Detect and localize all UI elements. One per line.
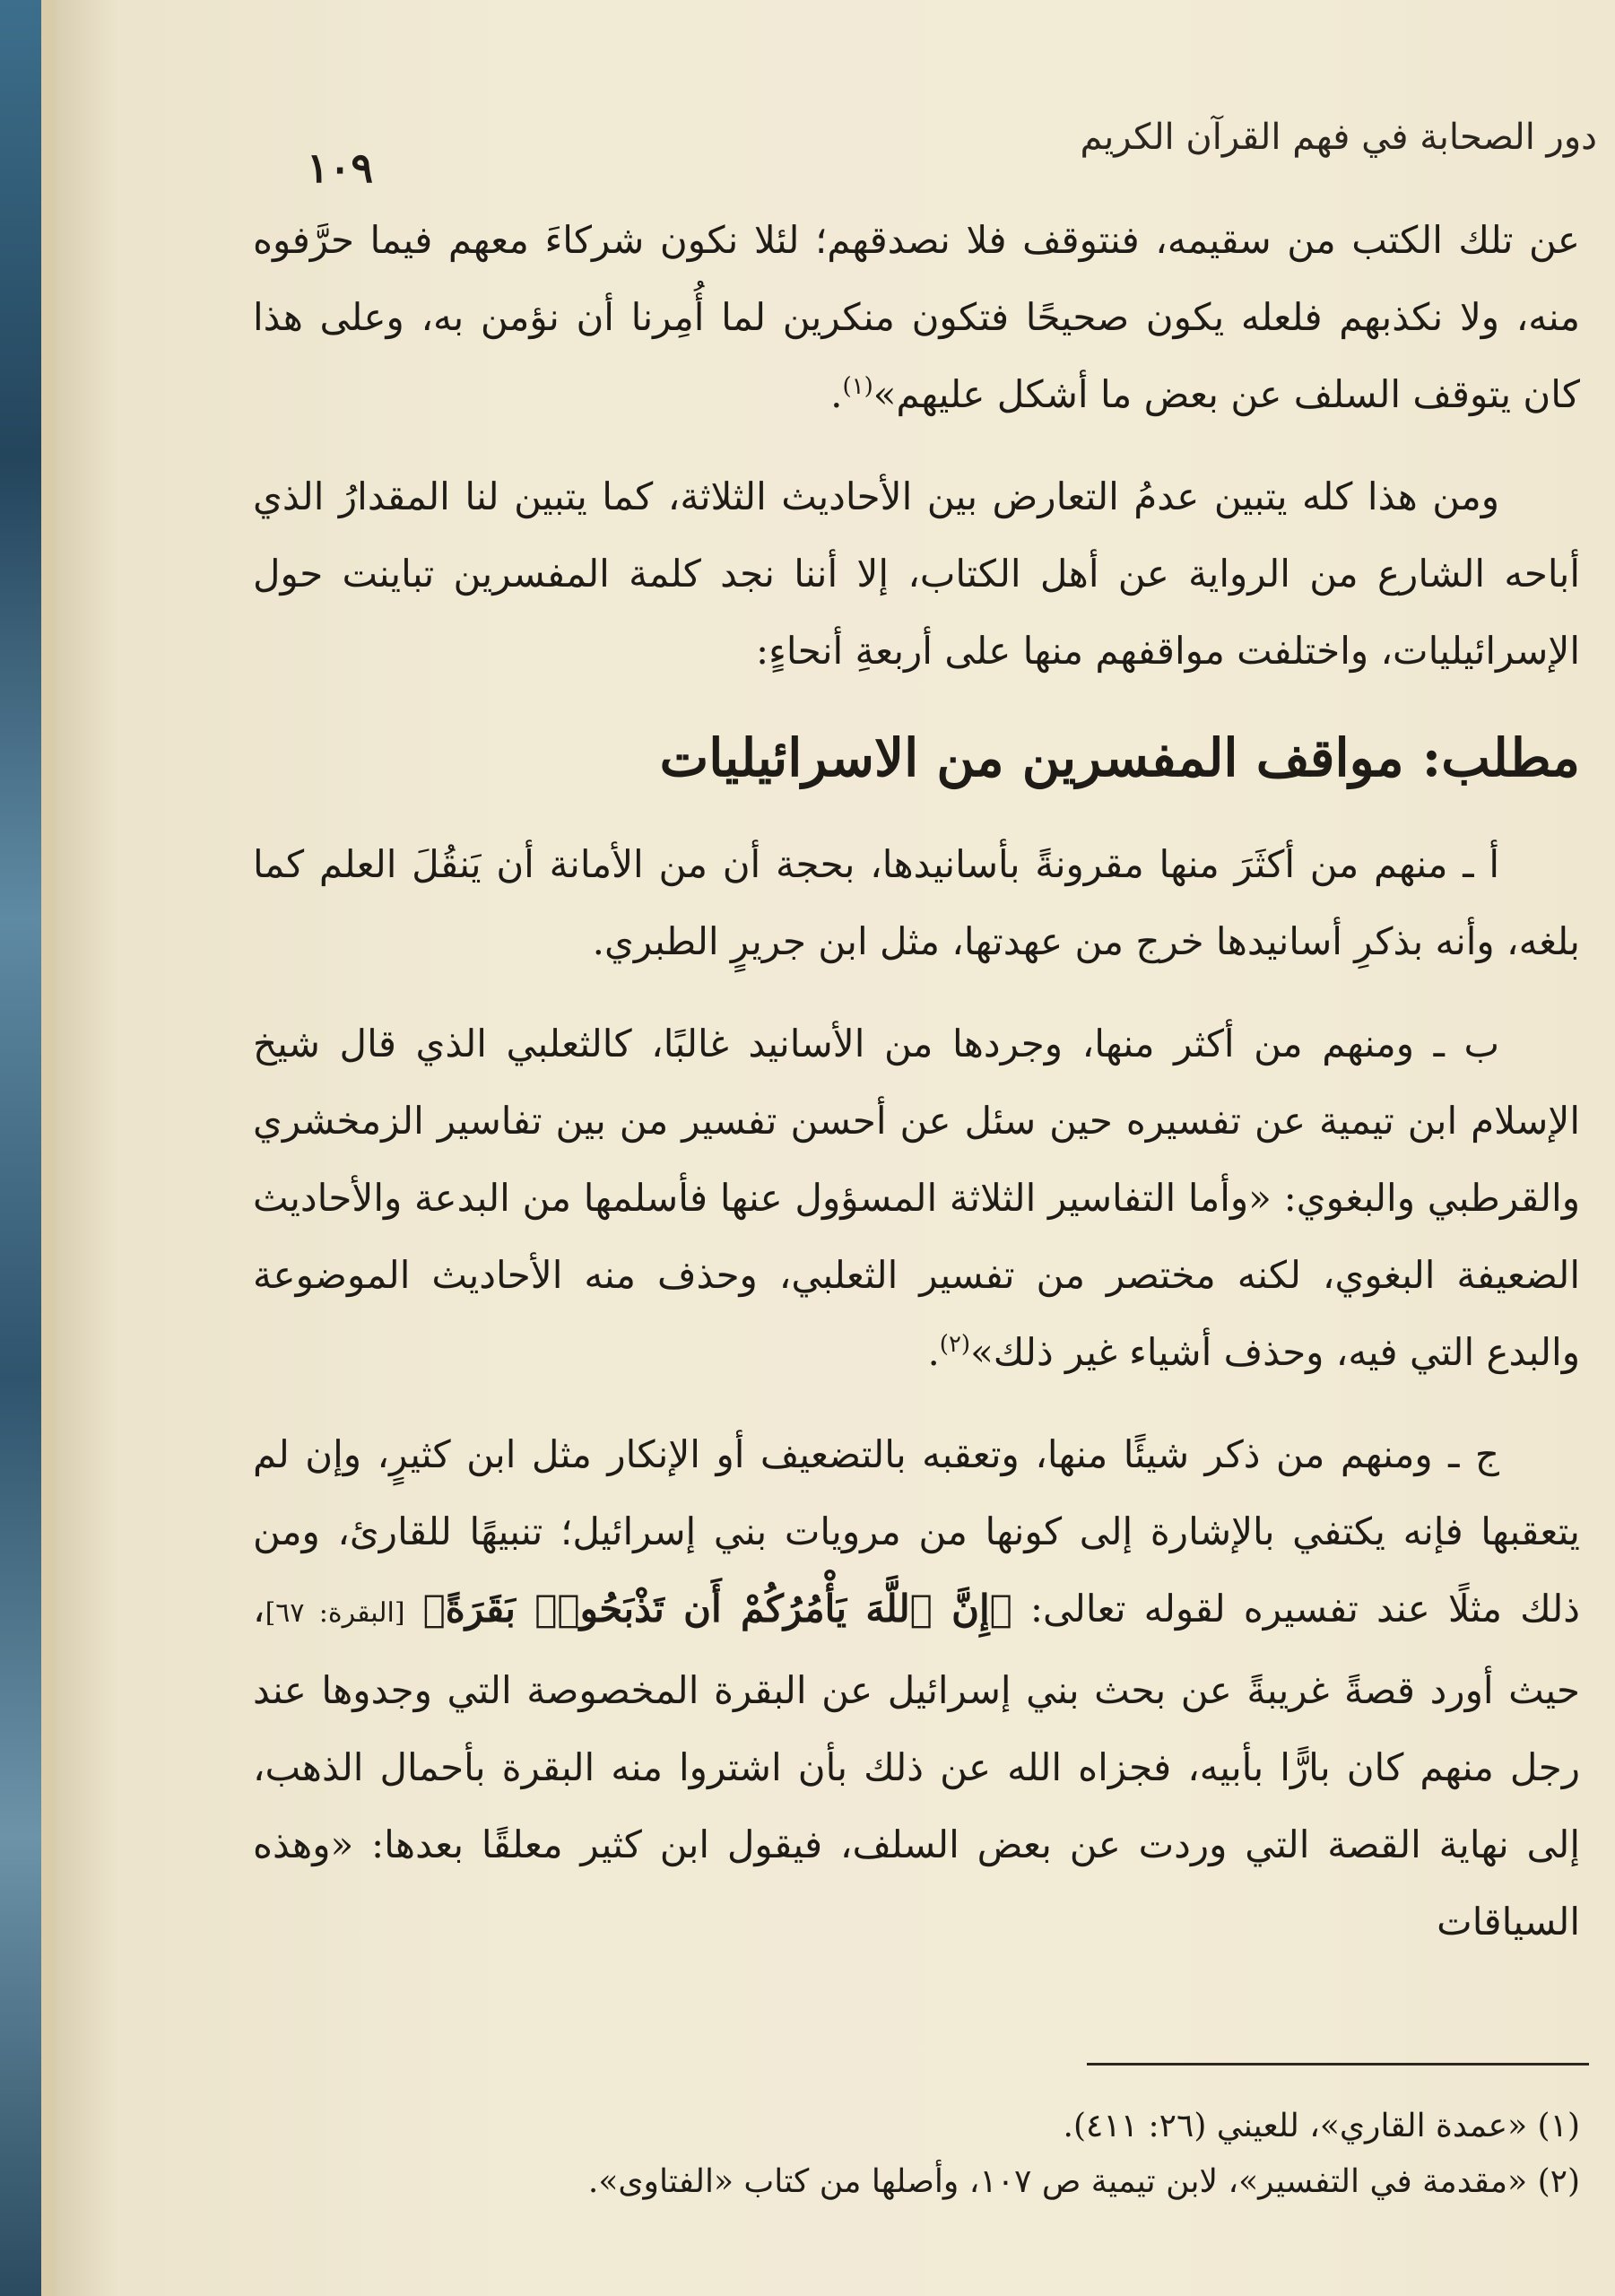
footnote-divider	[1087, 2063, 1589, 2066]
quran-verse: ﴿إِنَّ ٱللَّهَ يَأْمُرُكُمْ أَن تَذْبَحُوا۟ بَقَرَةً﴾	[422, 1587, 1012, 1631]
list-item-b	[253, 1005, 1580, 1391]
footnote-2: (٢) «مقدمة في التفسير»، لابن تيمية ص ١٠٧، وأصلها من كتاب «الفتاوى».	[587, 2163, 1580, 2200]
footnotes	[253, 2099, 1580, 2210]
list-item-c	[253, 1416, 1580, 1961]
book-page	[56, 0, 1615, 2296]
footnote-1: (١) «عمدة القاري»، للعيني (٢٦: ٤١١).	[1063, 2108, 1580, 2144]
paragraph-end: .	[927, 1330, 940, 1374]
list-item-a: أ ـ منهم من أكثَرَ منها مقرونةً بأسانيدها، بحجة أن من الأمانة أن يَنقُلَ العلم كما بلغه، وأنه بذكرِ أسانيدها خرج من عهدتها، مثل ابن جريرٍ الطبري.	[253, 842, 1580, 963]
page-number: ١٠٩	[307, 144, 374, 192]
verse-citation: [البقرة: ٦٧]	[265, 1597, 405, 1629]
footnote-ref-2: (٢)	[939, 1331, 971, 1358]
paragraph-continuation	[253, 202, 1580, 433]
paragraph-text: عن تلك الكتب من سقيمه، فنتوقف فلا نصدقهم؛ لئلا نكون شركاءَ معهم فيما حرَّفوه منه، ولا نكذبهم فلعله يكون صحيحًا فتكون منكرين لما أُمِرنا أن نؤمن به، وعلى هذا كان يتوقف السلف عن بعض ما أشكل عليهم»	[253, 218, 1580, 416]
section-heading: مطلب: مواقف المفسرين من الاسرائيليات	[659, 727, 1580, 788]
paragraph-text: ج ـ ومنهم من ذكر شيئًا منها، وتعقبه بالتضعيف أو الإنكار مثل ابن كثيرٍ، وإن لم يتعقبها فإنه يكتفي بالإشارة إلى كونها من مرويات بني إسرائيل؛ تنبيهًا للقارئ، ومن ذلك مثلًا عند تفسيره لقوله تعالى:	[253, 1432, 1580, 1631]
footnote-ref-1: (١)	[842, 373, 873, 400]
page-edge-background	[0, 0, 56, 2296]
paragraph-text: ب ـ ومنهم من أكثر منها، وجردها من الأسانيد غالبًا، كالثعلبي الذي قال شيخ الإسلام ابن تيمية عن تفسيره حين سئل عن أحسن تفسير من بين تفاسير الزمخشري والقرطبي والبغوي: «وأما التفاسير الثلاثة المسؤول عنها فأسلمها من البدعة والأحاديث الضعيفة البغوي، لكنه مختصر من تفسير الثعلبي، وحذف منه الأحاديث الموضوعة والبدع التي فيه، وحذف أشياء غير ذلك»	[253, 1022, 1581, 1374]
paragraph-conclusion: ومن هذا كله يتبين عدمُ التعارض بين الأحاديث الثلاثة، كما يتبين لنا المقدارُ الذي أباحه الشارع من الرواية عن أهل الكتاب، إلا أننا نجد كلمة المفسرين تباينت حول الإسرائيليات، واختلفت مواقفهم منها على أربعةِ أنحاءٍ:	[253, 474, 1580, 673]
page-body	[253, 202, 1580, 1986]
running-title: دور الصحابة في فهم القرآن الكريم	[1080, 117, 1597, 158]
paragraph-text: ، حيث أورد قصةً غريبةً عن بحث بني إسرائيل عن البقرة المخصوصة التي وجدوها عند رجل منهم كان بارًّا بأبيه، فجزاه الله عن ذلك بأن اشتروا منه البقرة بأحمال الذهب، إلى نهاية القصة التي وردت عن بعض السلف، فيقول ابن كثير معلقًا بعدها: «وهذه السياقات	[253, 1587, 1580, 1944]
paragraph-end: .	[830, 372, 843, 416]
page-header	[235, 108, 1615, 192]
